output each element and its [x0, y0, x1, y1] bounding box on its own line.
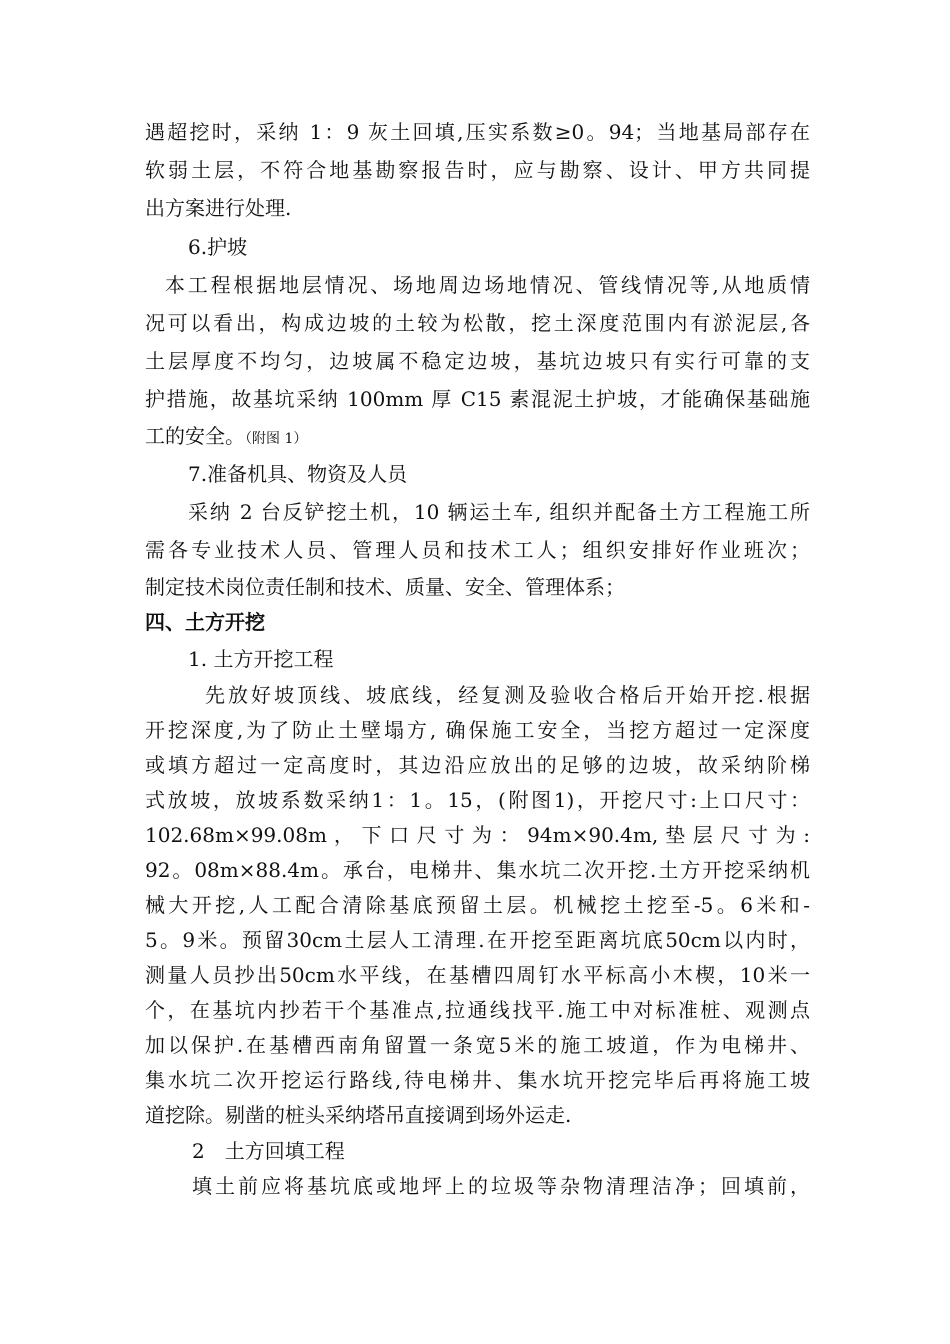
paragraph-line: 个，在基坑内抄若干个基准点,拉通线找平.施工中对标准桩、观测点	[145, 998, 810, 1022]
paragraph-line: 测量人员抄出50cm水平线，在基槽四周钉水平标高小木楔，10米一	[145, 963, 810, 987]
paragraph-line: 先放好坡顶线、坡底线，经复测及验收合格后开始开挖.根据	[205, 683, 810, 707]
figure-reference: （附图 1）	[245, 431, 308, 447]
paragraph-line: 5。9米。预留30cm土层人工清理.在开挖至距离坑底50cm以内时，	[145, 928, 810, 952]
paragraph-line	[145, 424, 810, 451]
paragraph-text: 工的安全。	[145, 424, 245, 448]
paragraph-line: 本工程根据地层情况、场地周边场地情况、管线情况等,从地质情	[165, 273, 810, 297]
paragraph-line: 或填方超过一定高度时，其边沿应放出的足够的边坡，故采纳阶梯	[145, 753, 810, 777]
paragraph-line: 土层厚度不均匀，边坡属不稳定边坡，基坑边坡只有实行可靠的支	[145, 349, 810, 373]
paragraph-line: 出方案进行处理.	[145, 196, 292, 220]
paragraph-line: 软弱土层，不符合地基勘察报告时，应与勘察、设计、甲方共同提	[145, 158, 810, 182]
section-heading-6: 6.护坡	[188, 235, 248, 259]
paragraph-line: 护措施，故基坑采纳 100mm 厚 C15 素混泥土护坡，才能确保基础施	[145, 387, 810, 411]
subsection-heading-2: 2 土方回填工程	[192, 1139, 345, 1163]
paragraph-line: 开挖深度,为了防止土壁塌方, 确保施工安全，当挖方超过一定深度	[145, 718, 810, 742]
paragraph-line: 填土前应将基坑底或地坪上的垃圾等杂物清理洁净；回填前，	[192, 1174, 810, 1198]
paragraph-line: 92。08m×88.4m。承台，电梯井、集水坑二次开挖.土方开挖采纳机	[145, 858, 810, 882]
paragraph-line: 遇超挖时，采纳 1：9 灰土回填,压实系数≥0。94；当地基局部存在	[145, 120, 810, 144]
paragraph-line: 需各专业技术人员、管理人员和技术工人；组织安排好作业班次；	[145, 538, 810, 562]
paragraph-line: 加以保护.在基槽西南角留置一条宽5米的施工坡道，作为电梯井、	[145, 1033, 810, 1057]
paragraph-line: 采纳 2 台反铲挖土机，10 辆运土车, 组织并配备土方工程施工所	[188, 500, 810, 524]
paragraph-line: 制定技术岗位责任制和技术、质量、安全、管理体系；	[145, 575, 625, 599]
paragraph-line: 102.68m×99.08m ， 下 口 尺 寸 为 ： 94m×90.4m, 垫 层 尺 寸 为 :	[145, 823, 810, 847]
paragraph-line: 集水坑二次开挖运行路线,待电梯井、集水坑开挖完毕后再将施工坡	[145, 1068, 810, 1092]
paragraph-line: 式放坡，放坡系数采纳1：1。15，(附图1)，开挖尺寸:上口尺寸：	[145, 788, 810, 812]
paragraph-line: 况可以看出，构成边坡的土较为松散，挖土深度范围内有淤泥层,各	[145, 311, 810, 335]
paragraph-line: 道挖除。剔凿的桩头采纳塔吊直接调到场外运走.	[145, 1103, 572, 1127]
paragraph-line: 械大开挖,人工配合清除基底预留土层。机械挖土挖至-5。6米和-	[145, 893, 810, 917]
subsection-heading-1: 1. 土方开挖工程	[188, 647, 334, 671]
chapter-heading: 四、土方开挖	[145, 610, 265, 634]
section-heading-7: 7.准备机具、物资及人员	[188, 462, 408, 486]
